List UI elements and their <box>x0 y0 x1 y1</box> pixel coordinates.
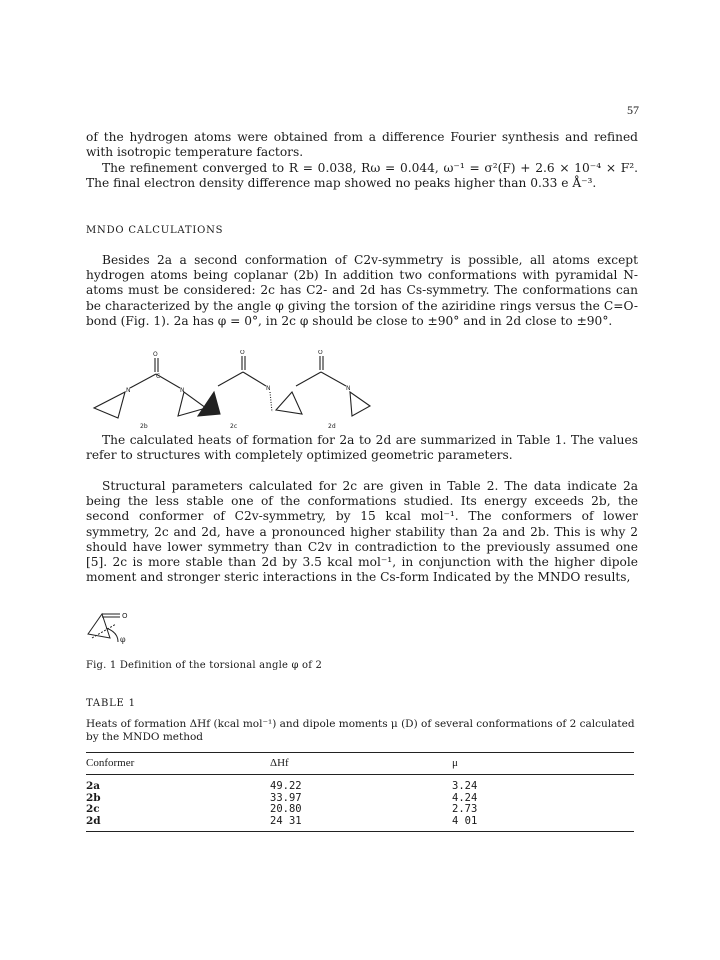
conformer-structures-figure <box>80 350 380 430</box>
paragraph-hydrogen-refinement: of the hydrogen atoms were obtained from a difference Fourier synthesis and refined with isotropic temperature factors. <box>86 130 638 160</box>
header-conformer: Conformer <box>86 753 270 775</box>
structure-oxygen-2d: O <box>318 350 323 356</box>
heat-cell: 24 31 <box>270 816 452 832</box>
structure-carbon-2b: C <box>156 373 161 380</box>
page-number: 57 <box>627 103 639 117</box>
structure-label-2d: 2d <box>328 423 336 430</box>
dipole-cell: 2.73 <box>452 803 478 815</box>
table-row <box>86 775 634 793</box>
table-header-row <box>86 753 634 775</box>
table-row <box>86 816 634 832</box>
section-heading-mndo: MNDO CALCULATIONS <box>86 225 224 236</box>
header-dipole-moment: μ <box>452 753 634 775</box>
structure-nitrogen-2c: N <box>266 385 271 392</box>
conformer-cell: 2a <box>86 780 101 792</box>
table-1-caption: Heats of formation ΔHf (kcal mol⁻¹) and dipole moments μ (D) of several conformations of 2 calculated by the MNDO method <box>86 718 635 743</box>
structure-nitrogen-2d: N <box>346 385 351 392</box>
conformer-cell: 2c <box>86 803 100 815</box>
heat-cell: 20.80 <box>270 803 302 815</box>
structure-nitrogen-2b-left: N <box>126 387 131 394</box>
conformer-structures-svg <box>80 350 380 430</box>
figure-1-drawing <box>84 608 144 650</box>
structure-nitrogen-2b-right: N <box>180 387 185 394</box>
figure-1-oxygen-label: O <box>122 612 128 620</box>
dipole-cell: 3.24 <box>452 780 478 792</box>
figure-1-caption: Fig. 1 Definition of the torsional angle φ of 2 <box>86 660 323 671</box>
structure-label-2c: 2c <box>230 423 238 430</box>
paragraph-structural-parameters: Structural parameters calculated for 2c are given in Table 2. The data indicate 2a being the less stable one of the conformations studied. Its energy exceeds 2b, the second conformer of C2v-symmetry, by 15 kcal mol⁻¹. The conformers of lower symmetry, 2c and 2d, have a pronounced higher stability than 2a and 2b. This is why 2 should have lower symmetry than C2v in contradiction to the previously assumed one [5]. 2c is more stable than 2d by 3.5 kcal mol⁻¹, in conjunction with the higher dipole moment and stronger steric interactions in the Cs-form Indicated by the MNDO results, <box>86 479 638 585</box>
paragraph-heats-of-formation: The calculated heats of formation for 2a to 2d are summarized in Table 1. The values refer to structures with completely optimized geometric parameters. <box>86 433 638 463</box>
dipole-cell: 4 01 <box>452 816 634 832</box>
heat-cell: 33.97 <box>270 791 302 804</box>
table-row <box>86 793 634 805</box>
dipole-cell: 4.24 <box>452 791 478 804</box>
structure-oxygen-2c: O <box>240 350 245 356</box>
torsional-angle-drawing <box>84 608 144 650</box>
paragraph-refinement-converged: The refinement converged to R = 0.038, Rω = 0.044, ω⁻¹ = σ²(F) + 2.6 × 10⁻⁴ × F². The final electron density difference map showed no peaks higher than 0.33 e Å⁻³. <box>86 161 638 191</box>
table-1-label: TABLE 1 <box>86 698 136 709</box>
structure-oxygen-2b: O <box>153 351 158 358</box>
heat-cell: 49.22 <box>270 780 302 792</box>
structure-label-2b: 2b <box>140 423 148 430</box>
figure-1-angle-label: φ <box>120 635 126 644</box>
conformer-cell: 2b <box>86 791 101 804</box>
table-1 <box>86 752 634 832</box>
conformer-cell: 2d <box>86 816 270 832</box>
table-row <box>86 804 634 816</box>
header-heat-of-formation: ΔHf <box>270 753 452 775</box>
paragraph-conformations: Besides 2a a second conformation of C2v-symmetry is possible, all atoms except hydrogen atoms being coplanar (2b) In addition two conformations with pyramidal N-atoms must be considered: 2c has C2- and 2d has Cs-symmetry. The conformations can be characterized by the angle φ giving the torsion of the aziridine rings versus the C=O-bond (Fig. 1). 2a has φ = 0°, in 2c φ should be close to ±90° and in 2d close to ±90°. <box>86 253 638 328</box>
